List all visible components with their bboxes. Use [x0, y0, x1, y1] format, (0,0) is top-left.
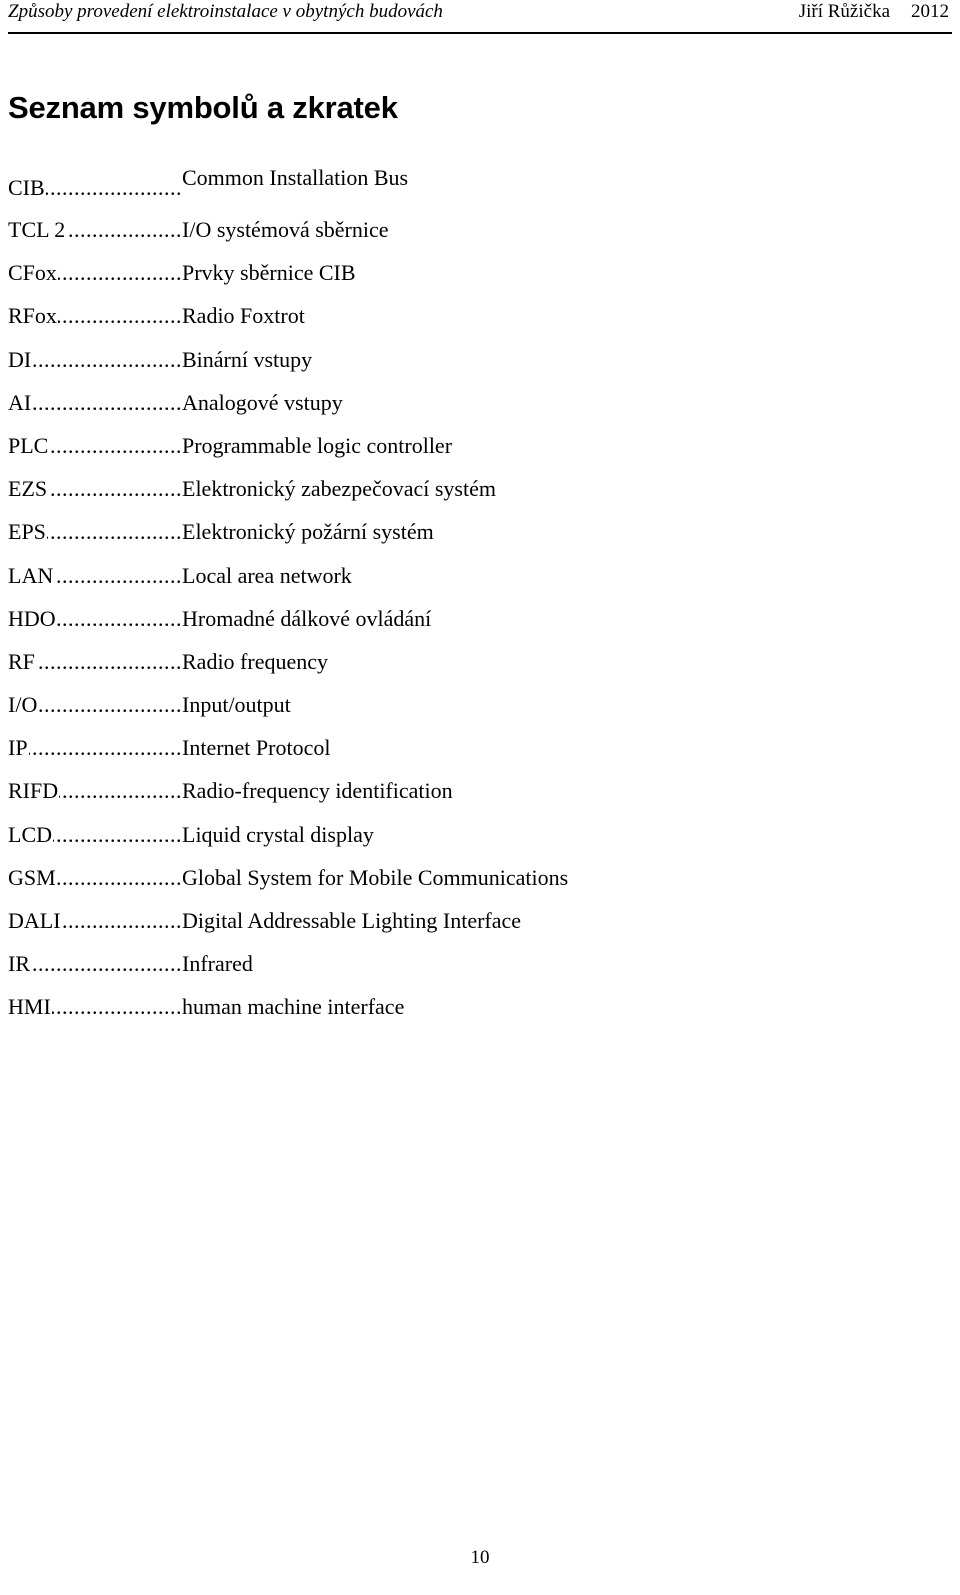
list-item	[8, 474, 768, 517]
list-item	[8, 163, 768, 215]
abbreviation: TCL 2	[8, 217, 66, 242]
list-item	[8, 301, 768, 344]
page-number: 10	[470, 1547, 490, 1568]
list-item	[8, 431, 768, 474]
abbreviation-meaning: Radio frequency	[182, 648, 328, 674]
abbreviation: HDO	[8, 605, 56, 631]
list-item	[8, 604, 768, 647]
abbreviation-meaning: Digital Addressable Lighting Interface	[182, 908, 522, 933]
abbreviation: CFox	[8, 260, 57, 286]
abbreviation: I/O	[8, 692, 38, 718]
abbreviation: CIB	[8, 175, 45, 200]
abbreviation-meaning: Elektronický požární systém	[182, 519, 434, 545]
list-item	[8, 733, 768, 776]
abbreviation-meaning: Programmable logic controller	[182, 432, 453, 458]
abbreviation-meaning: Input/output	[182, 692, 291, 718]
abbreviation-meaning: Binární vstupy	[182, 346, 313, 372]
abbreviation: GSM	[8, 864, 56, 890]
header-year: 2012	[911, 1, 949, 22]
abbreviation: RIFD	[8, 778, 59, 804]
abbreviation-meaning: Infrared	[182, 951, 253, 977]
abbreviation: PLC	[8, 432, 49, 458]
list-item	[8, 388, 768, 431]
abbreviation: LCD	[8, 821, 52, 847]
list-item	[8, 258, 768, 301]
abbreviation: IR	[8, 951, 30, 977]
abbreviation-meaning: Local area network	[182, 562, 352, 588]
abbreviation: AI	[8, 389, 32, 415]
abbreviation-meaning: Elektronický zabezpečovací systém	[182, 476, 496, 502]
abbreviation: RFox	[8, 303, 57, 329]
header-document-title: Způsoby provedení elektroinstalace v obytných budovách	[8, 1, 443, 22]
abbreviation: DALI	[8, 908, 61, 933]
list-item	[8, 906, 768, 949]
list-item	[8, 561, 768, 604]
abbreviation: LAN	[8, 562, 54, 588]
abbreviation-meaning: Liquid crystal display	[182, 821, 374, 847]
abbreviation-meaning: Common Installation Bus	[182, 165, 409, 190]
list-item	[8, 517, 768, 560]
abbreviation-meaning: Prvky sběrnice CIB	[182, 260, 356, 286]
abbreviation-meaning: human machine interface	[182, 994, 405, 1020]
abbreviation: EPS	[8, 519, 46, 545]
abbreviation-meaning: Radio Foxtrot	[182, 303, 305, 329]
abbreviation-meaning: Internet Protocol	[182, 735, 331, 761]
list-item	[8, 345, 768, 388]
abbreviation: RF	[8, 648, 35, 674]
abbreviation-meaning: Hromadné dálkové ovládání	[182, 605, 432, 631]
abbreviation: DI	[8, 346, 32, 372]
abbreviation-meaning: Radio-frequency identification	[182, 778, 453, 804]
list-item	[8, 949, 768, 992]
section-heading: Seznam symbolů a zkratek	[8, 90, 398, 125]
list-item	[8, 992, 768, 1035]
list-item	[8, 215, 768, 258]
abbreviation-meaning: Global System for Mobile Communications	[182, 864, 569, 890]
abbreviation: IP	[8, 735, 28, 761]
list-item	[8, 690, 768, 733]
abbreviation: EZS	[8, 476, 48, 502]
header-author: Jiří Růžička	[798, 1, 890, 22]
list-item	[8, 647, 768, 690]
abbreviation-meaning: I/O systémová sběrnice	[182, 217, 389, 242]
abbreviation-meaning: Analogové vstupy	[182, 389, 343, 415]
abbreviation: HMI	[8, 994, 51, 1020]
list-item	[8, 820, 768, 863]
page-header	[8, 0, 952, 34]
abbreviation-list	[8, 163, 768, 1036]
list-item	[8, 863, 768, 906]
list-item	[8, 776, 768, 819]
